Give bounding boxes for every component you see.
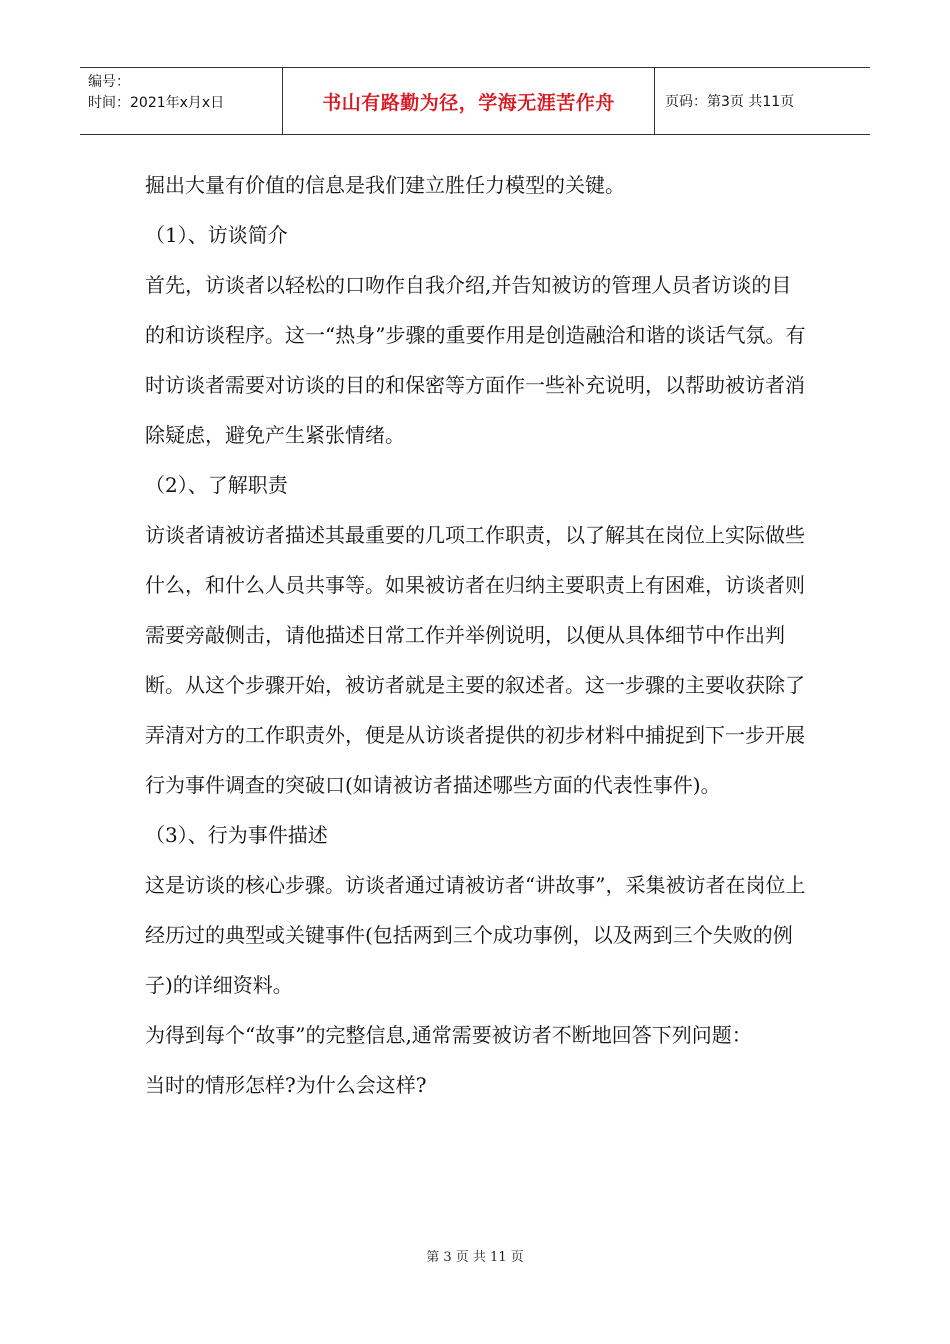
header-motto: 书山有路勤为径，学海无涯苦作舟 <box>283 68 655 134</box>
paragraph: 首先，访谈者以轻松的口吻作自我介绍,并告知被访的管理人员者访谈的目的和访谈程序。这一“热身”步骤的重要作用是创造融洽和谐的谈话气氛。有时访谈者需要对访谈的目的和保密等方面作一些补充说明，以帮助被访者消除疑虑，避免产生紧张情绪。 <box>145 273 806 447</box>
header-page-info: 页码：第3页 共11页 <box>665 94 795 110</box>
page-footer: 第 3 页 共 11 页 <box>426 1250 524 1265</box>
paragraph: 当时的情形怎样?为什么会这样? <box>145 1073 427 1097</box>
header-date: 时间：2021年x月x日 <box>88 95 225 111</box>
section-heading: （2）、了解职责 <box>145 473 288 497</box>
paragraph: 掘出大量有价值的信息是我们建立胜任力模型的关键。 <box>145 173 625 197</box>
document-body <box>145 160 810 1110</box>
paragraph: 这是访谈的核心步骤。访谈者通过请被访者“讲故事”，采集被访者在岗位上经历过的典型或关键事件(包括两到三个成功事例，以及两到三个失败的例子)的详细资料。 <box>145 873 806 997</box>
page-header <box>80 67 870 135</box>
section-heading: （1）、访谈简介 <box>145 223 288 247</box>
paragraph: 访谈者请被访者描述其最重要的几项工作职责，以了解其在岗位上实际做些什么，和什么人员共事等。如果被访者在归纳主要职责上有困难，访谈者则需要旁敲侧击，请他描述日常工作并举例说明，以便从具体细节中作出判断。从这个步骤开始，被访者就是主要的叙述者。这一步骤的主要收获除了弄清对方的工作职责外，便是从访谈者提供的初步材料中捕捉到下一步开展行为事件调查的突破口(如请被访者描述哪些方面的代表性事件)。 <box>145 523 805 797</box>
paragraph: 为得到每个“故事”的完整信息,通常需要被访者不断地回答下列问题： <box>145 1023 752 1047</box>
header-number-label: 编号： <box>88 74 130 90</box>
header-meta <box>80 68 283 134</box>
section-heading: （3）、行为事件描述 <box>145 823 328 847</box>
